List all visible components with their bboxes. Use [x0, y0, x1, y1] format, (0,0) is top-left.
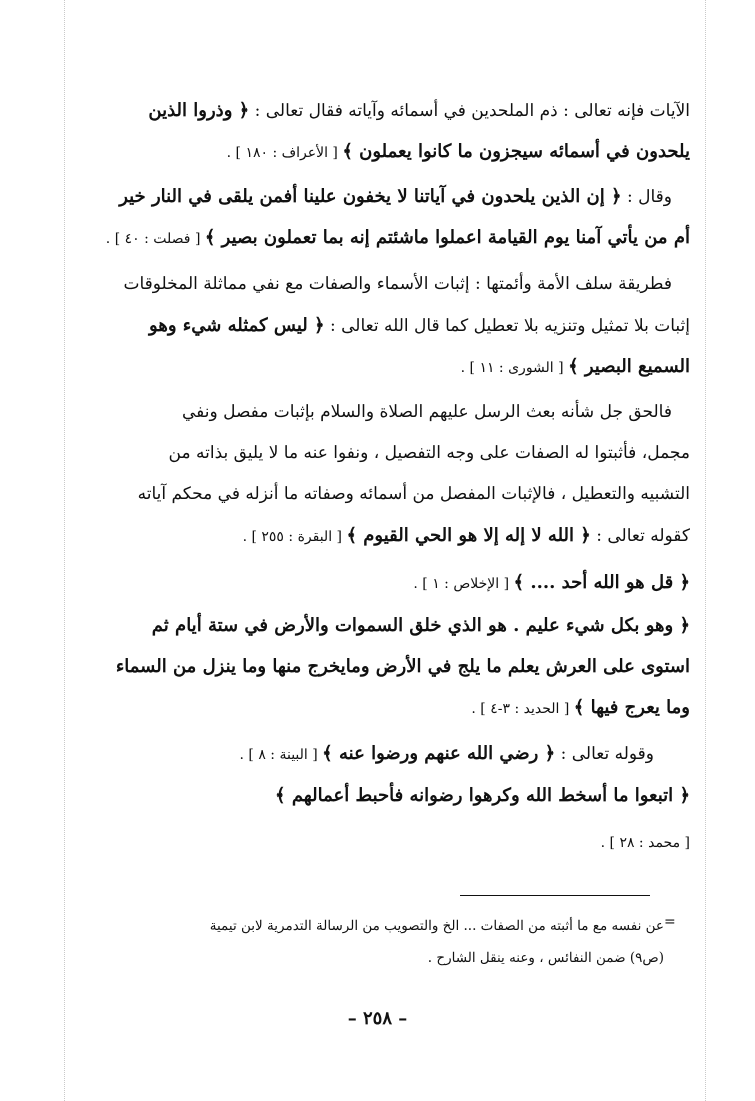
- quran-verse: السميع البصير ﴾: [568, 356, 690, 377]
- scan-margin-line-right: [705, 0, 706, 1101]
- text-line: [72, 217, 690, 258]
- quran-verse: ﴿ وهو بكل شيء عليم . هو الذي خلق السموات والأرض في ستة أيام ثم: [151, 615, 690, 636]
- verse-reference: [ الشورى : ١١ ] .: [460, 360, 569, 376]
- quran-verse: ﴿ إن الذين يلحدون في آياتنا لا يخفون علينا أفمن يلقى في النار خير: [119, 186, 622, 207]
- quran-verse: ﴿ ليس كمثله شيء وهو: [149, 315, 325, 336]
- text-line: [72, 90, 690, 131]
- text-line: [72, 605, 690, 646]
- text-line: [72, 131, 690, 172]
- paragraph-2: [72, 176, 690, 258]
- plain-text: مجمل، فأثبتوا له الصفات على وجه التفصيل ، ونفوا عنه ما لا يليق بذاته من: [168, 443, 690, 463]
- footnote-line: (ص٩) ضمن النفائس ، وعنه ينقل الشارح .: [427, 950, 664, 966]
- verse-reference: [ فصلت : ٤٠ ] .: [105, 231, 205, 247]
- verse-reference: [ البينة : ٨ ] .: [239, 747, 323, 763]
- paragraph-1: [72, 90, 690, 172]
- quran-verse: ﴿ اتبعوا ما أسخط الله وكرهوا رضوانه فأحبط أعمالهم ﴾: [275, 785, 690, 806]
- text-line: [72, 264, 690, 305]
- paragraph-6: [72, 605, 690, 728]
- quran-verse: استوى على العرش يعلم ما يلج في الأرض ومايخرج منها وما ينزل من السماء: [115, 656, 690, 677]
- plain-text: إثبات بلا تمثيل وتنزيه بلا تعطيل كما قال الله تعالى :: [324, 316, 690, 336]
- quran-verse: أم من يأتي آمنا يوم القيامة اعملوا ماشئتم إنه بما تعملون بصير ﴾: [204, 227, 690, 248]
- paragraph-4: [72, 392, 690, 556]
- text-line: [72, 775, 690, 816]
- paragraph-5: [72, 562, 690, 603]
- quran-verse: ﴿ الله لا إله إلا هو الحي القيوم ﴾: [346, 525, 591, 546]
- verse-reference: [ الإخلاص : ١ ] .: [413, 576, 514, 592]
- plain-text: فالحق جل شأنه بعث الرسل عليهم الصلاة والسلام بإثبات مفصل ونفي: [181, 402, 672, 422]
- text-line: [72, 687, 690, 728]
- text-line: [72, 346, 690, 387]
- text-line: [72, 392, 690, 433]
- paragraph-7: [72, 733, 690, 774]
- plain-text: وقوله تعالى :: [555, 744, 654, 764]
- text-line: [72, 305, 690, 346]
- page-number: – ٢٥٨ –: [347, 1008, 408, 1029]
- verse-reference: [ محمد : ٢٨ ] .: [600, 835, 690, 851]
- footnote: [84, 910, 664, 974]
- text-line: [72, 474, 690, 515]
- footnote-separator: [460, 895, 650, 896]
- paragraph-9: [72, 822, 690, 863]
- verse-reference: [ البقرة : ٢٥٥ ] .: [242, 529, 347, 545]
- footnote-marker: =: [664, 914, 676, 930]
- plain-text: كقوله تعالى :: [590, 526, 690, 546]
- text-line: [72, 646, 690, 687]
- plain-text: فطريقة سلف الأمة وأئمتها : إثبات الأسماء والصفات مع نفي مماثلة المخلوقات: [123, 274, 672, 294]
- text-line: [72, 176, 690, 217]
- verse-reference: [ الأعراف : ١٨٠ ] .: [226, 145, 343, 161]
- text-line: [72, 562, 690, 603]
- scan-margin-line-left: [64, 0, 65, 1101]
- quran-verse: يلحدون في أسمائه سيجزون ما كانوا يعملون ﴾: [342, 141, 690, 162]
- paragraph-8: [72, 775, 690, 816]
- verse-reference: [ الحديد : ٣-٤ ] .: [471, 701, 574, 717]
- plain-text: التشبيه والتعطيل ، فالإثبات المفصل من أسمائه وصفاته ما أنزله في محكم آياته: [137, 484, 690, 504]
- quran-verse: ﴿ قل هو الله أحد .... ﴾: [513, 572, 690, 593]
- paragraph-3: [72, 264, 690, 387]
- text-line: [72, 733, 690, 774]
- footnote-line: عن نفسه مع ما أثبته من الصفات ... الخ والتصويب من الرسالة التدمرية لابن تيمية: [209, 918, 664, 934]
- plain-text: الآيات فإنه تعالى : ذم الملحدين في أسمائه وآياته فقال تعالى :: [249, 101, 690, 121]
- plain-text: وقال :: [621, 187, 672, 207]
- quran-verse: ﴿ وذروا الذين: [148, 100, 250, 121]
- quran-verse: وما يعرج فيها ﴾: [573, 697, 690, 718]
- quran-verse: ﴿ رضي الله عنهم ورضوا عنه ﴾: [322, 743, 556, 764]
- text-line: [72, 515, 690, 556]
- text-line: [72, 822, 690, 863]
- text-line: [72, 433, 690, 474]
